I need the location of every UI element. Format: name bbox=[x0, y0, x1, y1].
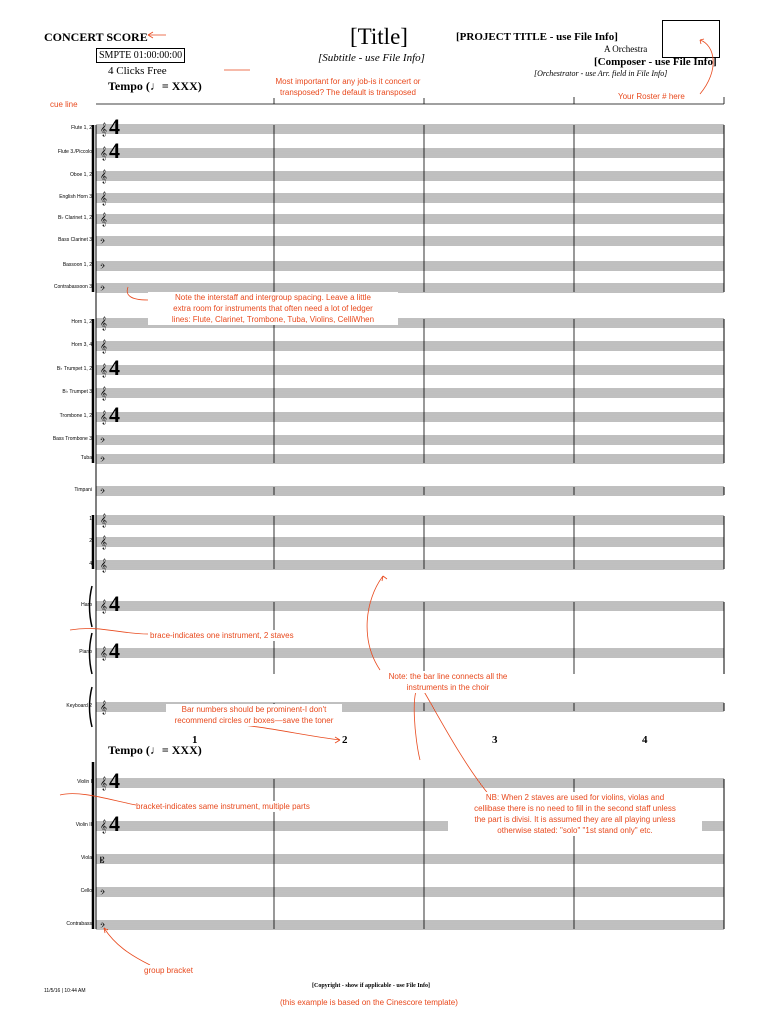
treble-clef-icon: 𝄞 bbox=[100, 146, 108, 160]
instrument-label: Tuba bbox=[80, 455, 92, 461]
cue-line-note: cue line bbox=[50, 100, 78, 109]
instrument-label: Bass Clarinet 3 bbox=[58, 237, 92, 243]
note-line: cellibase there is no need to fill in the second staff unless bbox=[474, 804, 676, 813]
note-line: Most important for any job-is it concert or bbox=[275, 77, 421, 86]
bar-number: 3 bbox=[492, 734, 498, 746]
arrow-nb bbox=[414, 685, 490, 796]
treble-clef-icon: 𝄞 bbox=[100, 316, 108, 330]
staff bbox=[96, 237, 724, 247]
instrument-label: B♭ Clarinet 1, 2 bbox=[57, 215, 92, 221]
note-line: lines: Flute, Clarinet, Trombone, Tuba, Violins, CelliWhen bbox=[171, 315, 375, 324]
time-signature: 4 bbox=[109, 591, 120, 616]
arrow-spacing bbox=[127, 287, 148, 300]
alto-clef-icon: 𝄡 bbox=[100, 856, 105, 865]
score-title: [Title] bbox=[350, 24, 408, 49]
based-on-note: (this example is based on the Cinescore template) bbox=[280, 998, 458, 1007]
concert-score-label: CONCERT SCORE bbox=[44, 30, 148, 44]
score-subtitle: [Subtitle - use File Info] bbox=[318, 52, 425, 64]
treble-clef-icon: 𝄞 bbox=[100, 363, 108, 377]
smpte-box: SMPTE 01:00:00:00 bbox=[96, 48, 185, 63]
staff bbox=[96, 363, 724, 377]
roster-note: Your Roster # here bbox=[618, 92, 685, 101]
arrow-roster bbox=[700, 40, 713, 94]
instrument-label: Flute 1, 2 bbox=[71, 125, 92, 131]
staff bbox=[96, 535, 724, 549]
staff bbox=[96, 558, 724, 572]
staff bbox=[96, 921, 724, 931]
staff bbox=[96, 888, 724, 898]
staff bbox=[96, 212, 724, 226]
time-signature: 4 bbox=[109, 114, 120, 139]
treble-clef-icon: 𝄞 bbox=[100, 122, 108, 136]
note-line: transposed? The default is transposed bbox=[280, 88, 416, 97]
treble-clef-icon: 𝄞 bbox=[100, 776, 108, 790]
staff bbox=[96, 776, 724, 790]
treble-clef-icon: 𝄞 bbox=[100, 191, 108, 205]
bar-number: 1 bbox=[192, 734, 198, 746]
arrow-head-barline bbox=[382, 576, 387, 581]
instrument-label: Violin II bbox=[75, 822, 92, 828]
bass-clef-icon: 𝄢 bbox=[100, 889, 106, 898]
note-line: recommend circles or boxes—save the toner bbox=[174, 716, 334, 725]
instrument-label: English Horn 3 bbox=[59, 194, 92, 200]
treble-clef-icon: 𝄞 bbox=[100, 646, 108, 660]
note-line: Note: the bar line connects all the bbox=[388, 672, 508, 681]
instrument-label: Horn 1, 2 bbox=[71, 319, 92, 325]
bass-clef-icon: 𝄢 bbox=[100, 437, 106, 446]
instrument-label: Contrabassoon 3 bbox=[53, 284, 92, 290]
instrument-label: Violin I bbox=[77, 779, 92, 785]
treble-clef-icon: 𝄞 bbox=[100, 558, 108, 572]
tempo-marking-strings: Tempo (♩= XXX) bbox=[108, 743, 202, 757]
clicks-free: 4 Clicks Free bbox=[108, 65, 167, 77]
staff bbox=[96, 191, 724, 205]
time-signature: 4 bbox=[109, 402, 120, 427]
bar-number: 2 bbox=[342, 734, 348, 746]
instrument-label: Cello bbox=[80, 888, 92, 894]
staff bbox=[96, 410, 724, 424]
instrument-label: Keyboard 2 bbox=[66, 703, 92, 709]
instrument-label: Trombone 1, 2 bbox=[59, 413, 92, 419]
note-line: extra room for instruments that often need a lot of ledger bbox=[173, 304, 373, 313]
instrument-label: Bass Trombone 3 bbox=[52, 436, 92, 442]
project-title: [PROJECT TITLE - use File Info] bbox=[456, 31, 618, 43]
treble-clef-icon: 𝄞 bbox=[100, 212, 108, 226]
bass-clef-icon: 𝄢 bbox=[100, 285, 106, 294]
copyright: [Copyright - show if applicable - use File Info] bbox=[312, 983, 431, 989]
treble-clef-icon: 𝄞 bbox=[100, 339, 108, 353]
brace-note: brace-indicates one instrument, 2 staves bbox=[150, 631, 294, 640]
instrument-label: 1 bbox=[89, 516, 92, 522]
instrument-label: Horn 3, 4 bbox=[71, 342, 92, 348]
note-line: the part is divisi. It is assumed they are all playing unless bbox=[474, 815, 676, 824]
instrument-label: Viola bbox=[80, 855, 92, 861]
arrow-barline bbox=[367, 576, 383, 670]
barline-note bbox=[374, 671, 522, 693]
footer-date: 11/5/16 | 10:44 AM bbox=[44, 988, 86, 994]
staff bbox=[96, 646, 724, 660]
treble-clef-icon: 𝄞 bbox=[100, 700, 108, 714]
instrument-label: 2 bbox=[89, 538, 92, 544]
instrument-label: 4 bbox=[89, 561, 92, 567]
orchestrator: [Orchestrator - use Arr. field in File Info] bbox=[534, 69, 668, 78]
staff bbox=[96, 262, 724, 272]
treble-clef-icon: 𝄞 bbox=[100, 169, 108, 183]
staff bbox=[96, 122, 724, 136]
treble-clef-icon: 𝄞 bbox=[100, 386, 108, 400]
note-line: NB: When 2 staves are used for violins, violas and bbox=[485, 793, 665, 802]
arrow-group bbox=[104, 928, 150, 965]
instrument-label: B♭ Trumpet 3 bbox=[62, 389, 92, 395]
spacing-note bbox=[148, 292, 398, 325]
treble-clef-icon: 𝄞 bbox=[100, 599, 108, 613]
staff bbox=[96, 599, 724, 613]
staff bbox=[96, 513, 724, 527]
note-line: instruments in the choir bbox=[406, 683, 490, 692]
treble-clef-icon: 𝄞 bbox=[100, 535, 108, 549]
staff bbox=[96, 386, 724, 400]
staff bbox=[96, 146, 724, 160]
bass-clef-icon: 𝄢 bbox=[100, 456, 106, 465]
orchestra-name: A Orchestra bbox=[604, 44, 648, 54]
bracket-note: bracket-indicates same instrument, multiple parts bbox=[136, 802, 310, 811]
bar-number: 4 bbox=[642, 734, 648, 746]
staff bbox=[96, 855, 724, 865]
instrument-label: Piano bbox=[79, 649, 92, 655]
staff bbox=[96, 339, 724, 353]
instrument-label: Flute 3./Piccolo bbox=[57, 149, 92, 155]
treble-clef-icon: 𝄞 bbox=[100, 513, 108, 527]
time-signature: 4 bbox=[109, 811, 120, 836]
treble-clef-icon: 𝄞 bbox=[100, 410, 108, 424]
group-bracket-note: group bracket bbox=[144, 966, 193, 975]
barnumber-note bbox=[166, 704, 342, 726]
instrument-label: Oboe 1, 2 bbox=[70, 172, 92, 178]
bass-clef-icon: 𝄢 bbox=[100, 263, 106, 272]
time-signature: 4 bbox=[109, 768, 120, 793]
staff bbox=[96, 436, 724, 446]
treble-clef-icon: 𝄞 bbox=[100, 819, 108, 833]
time-signature: 4 bbox=[109, 138, 120, 163]
arrow-bracket bbox=[60, 794, 136, 805]
instrument-label: Bassoon 1, 2 bbox=[62, 262, 92, 268]
staff bbox=[96, 169, 724, 183]
instrument-label: Timpani bbox=[74, 487, 92, 493]
instrument-label: Contrabass bbox=[66, 921, 92, 927]
bass-clef-icon: 𝄢 bbox=[100, 238, 106, 247]
nb-note bbox=[448, 792, 702, 836]
staff bbox=[96, 487, 724, 497]
note-line: Bar numbers should be prominent-I don't bbox=[181, 705, 327, 714]
arrow-brace bbox=[70, 628, 148, 634]
composer: [Composer - use File Info] bbox=[594, 56, 717, 68]
instrument-label: Harp bbox=[81, 602, 92, 608]
concert-transposed-note bbox=[254, 76, 442, 98]
staff bbox=[96, 455, 724, 465]
time-signature: 4 bbox=[109, 638, 120, 663]
tempo-marking: Tempo (♩= XXX) bbox=[108, 79, 202, 93]
bass-clef-icon: 𝄢 bbox=[100, 922, 106, 931]
note-line: otherwise stated: "solo" "1st stand only" etc. bbox=[497, 826, 653, 835]
note-line: Note the interstaff and intergroup spacing. Leave a little bbox=[175, 293, 371, 302]
time-signature: 4 bbox=[109, 355, 120, 380]
instrument-label: B♭ Trumpet 1, 2 bbox=[56, 366, 92, 372]
bass-clef-icon: 𝄢 bbox=[100, 488, 106, 497]
